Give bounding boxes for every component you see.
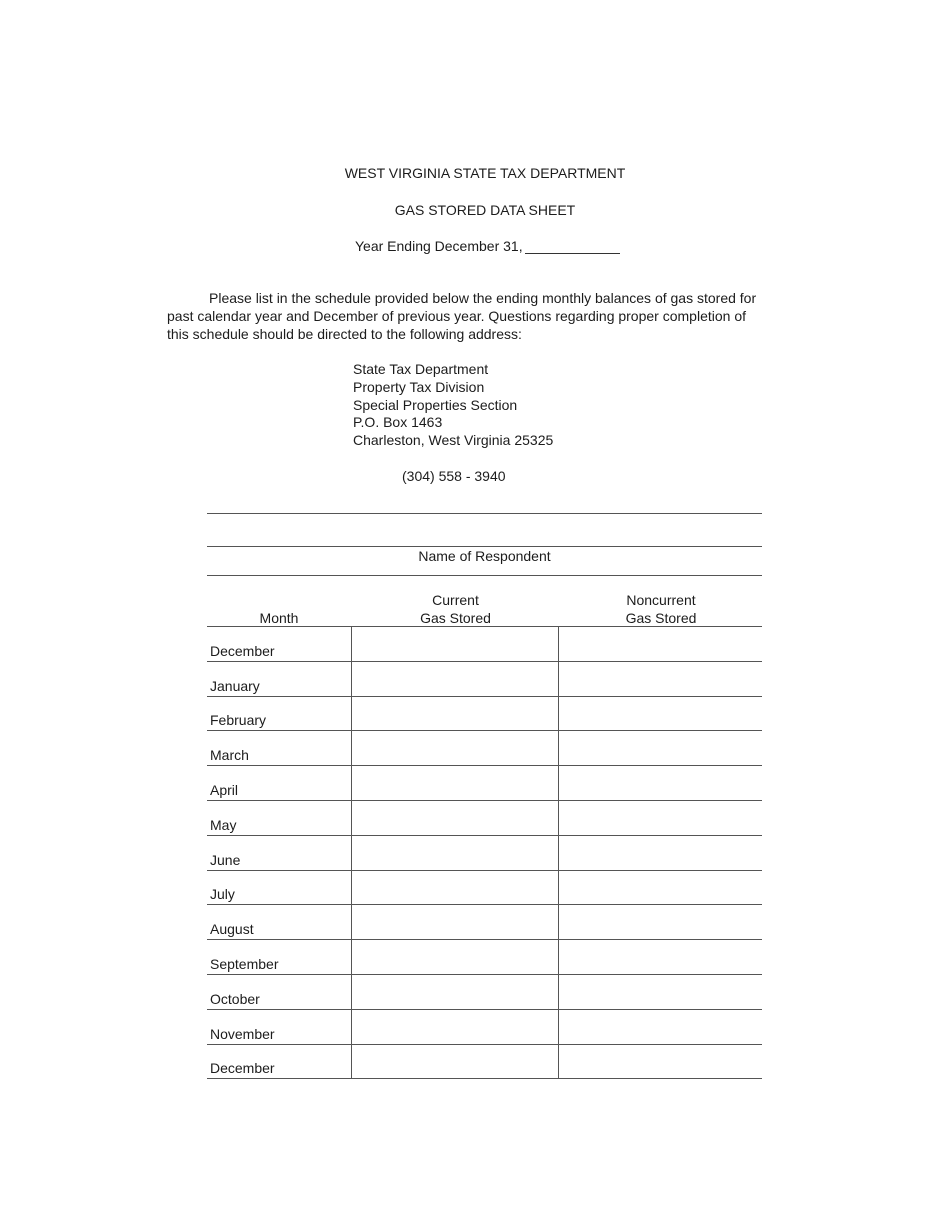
- table-row-divider: [207, 661, 762, 662]
- noncurrent-gas-stored-cell[interactable]: [560, 767, 761, 799]
- year-ending-label: Year Ending December 31,: [355, 238, 523, 254]
- divider-top: [207, 513, 762, 514]
- current-gas-stored-cell[interactable]: [353, 976, 557, 1008]
- table-row-divider: [207, 835, 762, 836]
- address-line-4: P.O. Box 1463: [353, 414, 443, 431]
- table-row-divider: [207, 696, 762, 697]
- column-header-noncurrent-line2: Gas Stored: [625, 610, 697, 626]
- current-gas-stored-cell[interactable]: [353, 1011, 557, 1043]
- respondent-label: Name of Respondent: [418, 548, 551, 564]
- address-line-3: Special Properties Section: [353, 396, 518, 413]
- address-line-2: Property Tax Division: [353, 378, 485, 395]
- month-label: February: [210, 712, 267, 729]
- noncurrent-gas-stored-cell[interactable]: [560, 1046, 761, 1078]
- sheet-title: GAS STORED DATA SHEET: [394, 202, 576, 218]
- noncurrent-gas-stored-cell[interactable]: [560, 663, 761, 695]
- department-title: WEST VIRGINIA STATE TAX DEPARTMENT: [344, 165, 626, 181]
- noncurrent-gas-stored-cell[interactable]: [560, 698, 761, 730]
- table-row-divider: [207, 1044, 762, 1045]
- noncurrent-gas-stored-cell[interactable]: [560, 802, 761, 834]
- month-label: December: [210, 1060, 275, 1077]
- column-header-current-line1: Current: [432, 592, 479, 608]
- current-gas-stored-cell[interactable]: [353, 872, 557, 904]
- noncurrent-gas-stored-cell[interactable]: [560, 628, 761, 660]
- current-gas-stored-cell[interactable]: [353, 1046, 557, 1078]
- noncurrent-gas-stored-cell[interactable]: [560, 872, 761, 904]
- column-header-current: [353, 591, 558, 627]
- table-row-divider: [207, 974, 762, 975]
- current-gas-stored-cell[interactable]: [353, 802, 557, 834]
- address-line-5: Charleston, West Virginia 25325: [353, 432, 554, 449]
- month-label: August: [210, 921, 254, 938]
- noncurrent-gas-stored-cell[interactable]: [560, 1011, 761, 1043]
- column-header-noncurrent-line1: Noncurrent: [626, 592, 696, 608]
- month-label: January: [210, 677, 260, 694]
- current-gas-stored-cell[interactable]: [353, 698, 557, 730]
- noncurrent-gas-stored-cell[interactable]: [560, 837, 761, 869]
- noncurrent-gas-stored-cell[interactable]: [560, 906, 761, 938]
- table-row-divider: [207, 1009, 762, 1010]
- phone-number: (304) 558 - 3940: [402, 468, 506, 484]
- instructions-paragraph: Please list in the schedule provided below the ending monthly balances of gas stored for past calendar year and December of previous year. Questions regarding proper completion of this schedule should be directed to the following address:: [167, 290, 757, 342]
- current-gas-stored-cell[interactable]: [353, 906, 557, 938]
- table-row-divider: [207, 765, 762, 766]
- column-divider-noncurrent: [558, 626, 559, 1078]
- table-row-divider: [207, 800, 762, 801]
- current-gas-stored-cell[interactable]: [353, 732, 557, 764]
- table-row-divider: [207, 904, 762, 905]
- address-line-1: State Tax Department: [353, 361, 489, 377]
- month-label: December: [210, 642, 275, 659]
- table-row-divider: [207, 1078, 762, 1079]
- table-row-divider: [207, 939, 762, 940]
- column-header-noncurrent: [560, 591, 762, 627]
- month-label: April: [210, 782, 239, 798]
- mailing-address: [353, 361, 553, 450]
- divider-respondent-bottom: [207, 575, 762, 576]
- month-label: May: [210, 816, 237, 833]
- column-header-current-line2: Gas Stored: [420, 610, 491, 626]
- table-row-divider: [207, 870, 762, 871]
- noncurrent-gas-stored-cell[interactable]: [560, 941, 761, 973]
- column-divider-current: [351, 626, 352, 1078]
- month-label: March: [210, 747, 249, 764]
- month-label: September: [210, 956, 279, 972]
- month-label: October: [210, 990, 260, 1007]
- noncurrent-gas-stored-cell[interactable]: [560, 976, 761, 1008]
- current-gas-stored-cell[interactable]: [353, 767, 557, 799]
- current-gas-stored-cell[interactable]: [353, 628, 557, 660]
- current-gas-stored-cell[interactable]: [353, 941, 557, 973]
- month-label: November: [210, 1025, 275, 1042]
- month-label: June: [210, 851, 241, 868]
- respondent-line[interactable]: [207, 546, 762, 547]
- year-ending-row: [355, 238, 620, 254]
- current-gas-stored-cell[interactable]: [353, 837, 557, 869]
- noncurrent-gas-stored-cell[interactable]: [560, 732, 761, 764]
- table-header-divider: [207, 626, 762, 627]
- current-gas-stored-cell[interactable]: [353, 663, 557, 695]
- month-label: July: [210, 886, 235, 903]
- year-ending-input[interactable]: [525, 240, 620, 254]
- table-row-divider: [207, 730, 762, 731]
- column-header-month: Month: [259, 610, 299, 626]
